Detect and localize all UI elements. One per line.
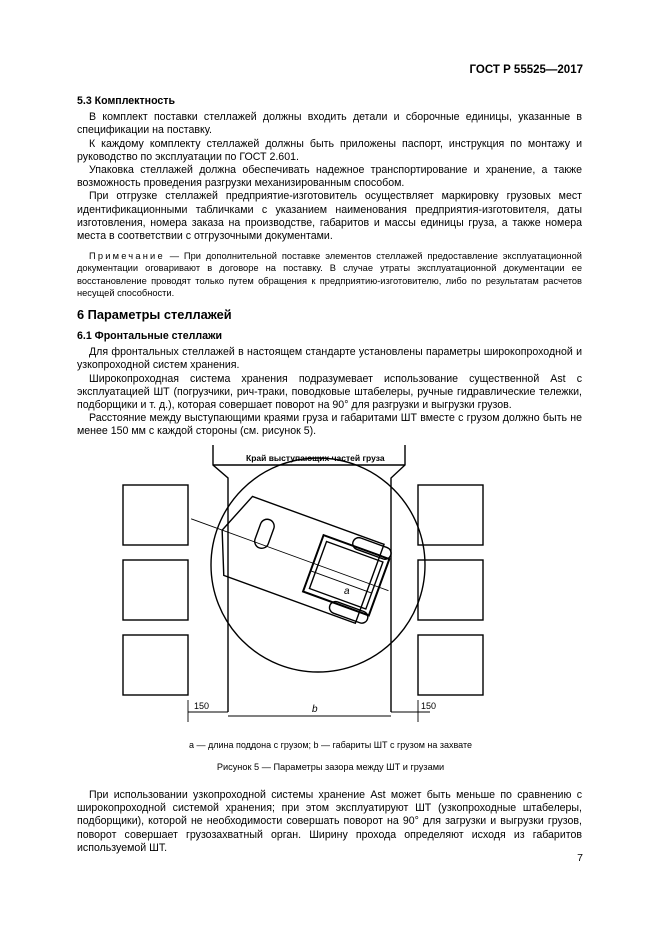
section-title: 5.3 Комплектность <box>77 95 175 107</box>
note-label: Примечание <box>89 251 165 262</box>
paragraph: К каждому комплекту стеллажей должны быть приложены паспорт, инструкция по монтажу и руководство по эксплуатации по ГОСТ 2.601. <box>77 137 582 163</box>
dim-left-label: 150 <box>194 701 210 711</box>
paragraph: При отгрузке стеллажей предприятие-изготовитель осуществляет маркировку грузовых мест идентификационными табличками с указанием наименования предприятия-изготовителя, даты изготовления, номера заказа на производстве, габаритов и массы единицы груза, а также номера места в соответствии с отгрузочными документами. <box>77 190 582 243</box>
left-boundary-line <box>213 445 228 712</box>
left-rack-1 <box>123 485 188 545</box>
left-rack-3 <box>123 635 188 695</box>
right-rack-2 <box>418 560 483 620</box>
after-figure-text <box>77 789 582 855</box>
section-6-title: 6 Параметры стеллажей <box>77 307 232 322</box>
paragraph: Для фронтальных стеллажей в настоящем стандарте установлены параметры широкопроходной и узкопроходной систем хранения. <box>77 346 582 372</box>
paragraph: Упаковка стеллажей должна обеспечивать надежное транспортирование и хранение, а также возможность проведения разгрузки механизированным способом. <box>77 164 582 190</box>
right-rack-3 <box>418 635 483 695</box>
paragraph: При использовании узкопроходной системы хранение Ast может быть меньше по сравнению с широкопроходной системой хранения; при этом эксплуатируют ШТ (узкопроходные штабелеры, подборщики), которой не необходимости совершать поворот на 90° для загрузки и выгрузки грузов, поворот совершает грузозахватный орган. Ширину прохода определяют исходя из габаритов используемой ШТ. <box>77 789 582 854</box>
right-boundary-line <box>391 445 405 712</box>
paragraph: Расстояние между выступающими краями груза и габаритами ШТ вместе с грузом должно быть не менее 150 мм с каждой стороны (см. рисунок 5). <box>77 412 582 438</box>
paragraph: Широкопроходная система хранения подразумевает использование существенной Ast с эксплуатацией ШТ (погрузчики, рич-траки, поводковые штабелеры, ручные гидравлические тележки, подборщики и т. д.), которая совершает поворот на 90° для разгрузки и выгрузки грузов. <box>77 372 582 412</box>
forklift <box>177 479 403 630</box>
dim-a-label: a <box>344 586 350 597</box>
page-number: 7 <box>577 852 583 864</box>
document-id: ГОСТ Р 55525—2017 <box>469 64 583 76</box>
right-rack-1 <box>418 485 483 545</box>
subsection-title: 6.1 Фронтальные стеллажи <box>77 330 223 342</box>
dim-b-label: b <box>312 704 318 715</box>
dim-right-label: 150 <box>421 701 437 711</box>
left-rack-2 <box>123 560 188 620</box>
note-text: — При дополнительной поставке элементов стеллажей предоставление эксплуатационной документации оговаривают в договоре на поставку. В случае утраты эксплуатационной документации ее восстановление проводят только путем обращения к предприятию-изготовителю, либо по результатам расчетов несущей способности. <box>77 251 582 298</box>
paragraph: В комплект поставки стеллажей должны входить детали и сборочные единицы, указанные в спецификации на поставку. <box>77 111 582 137</box>
figure-legend: a — длина поддона с грузом; b — габариты ШТ с грузом на захвате <box>188 740 473 750</box>
top-label: Край выступающих частей груза <box>246 453 385 463</box>
figure-caption: Рисунок 5 — Параметры зазора между ШТ и грузами <box>216 762 445 772</box>
